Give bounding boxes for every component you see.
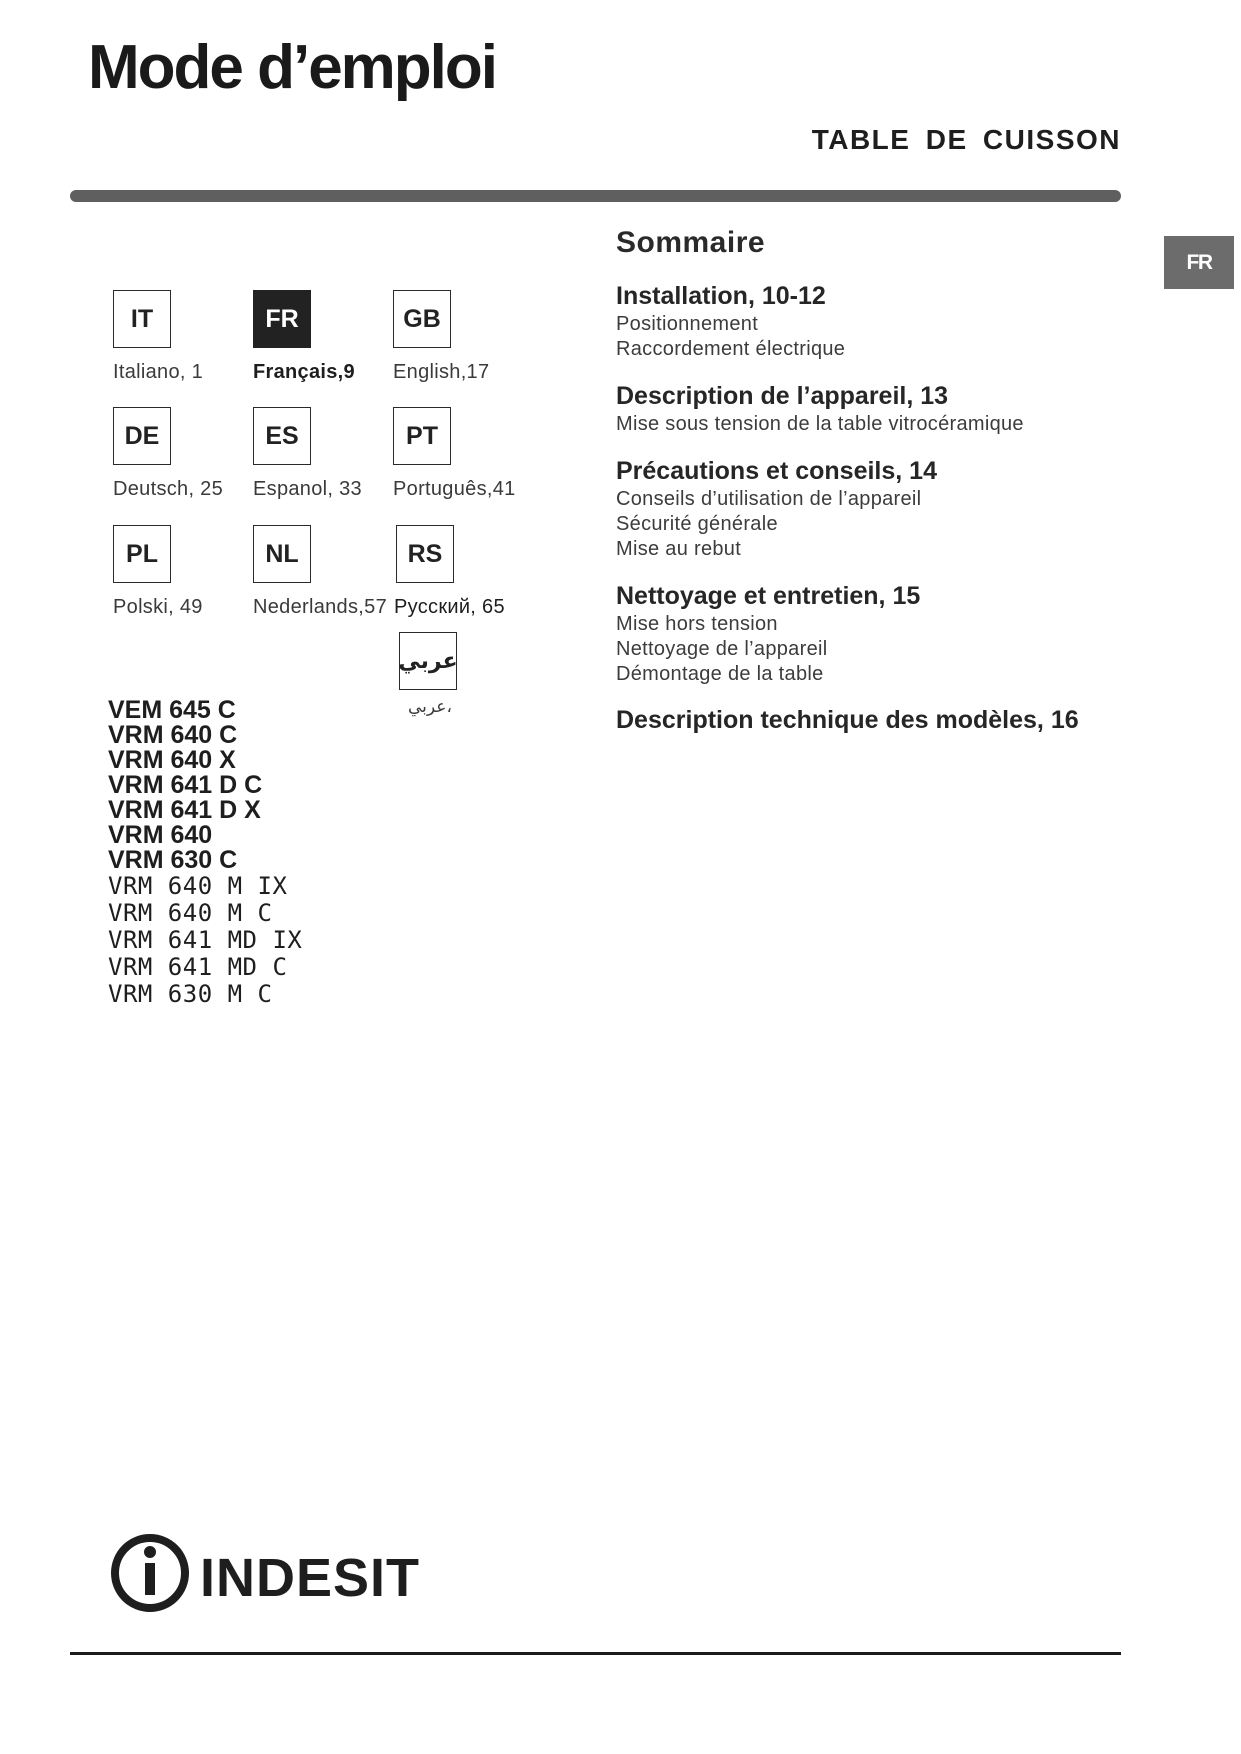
- toc-section-installation: [616, 280, 1136, 362]
- brand-wordmark: INDESIT: [200, 1548, 420, 1608]
- indesit-emblem-icon: [115, 1538, 185, 1608]
- lang-label-pt: Português,41: [393, 478, 516, 500]
- toc-section-precautions: [616, 455, 1136, 562]
- lang-box-gb[interactable]: GB: [393, 290, 451, 348]
- model-item: VRM 641 MD IX: [108, 926, 303, 954]
- toc-section-title[interactable]: Description de l’appareil, 13: [616, 382, 949, 410]
- lang-box-rs[interactable]: RS: [396, 525, 454, 583]
- model-item: VRM 641 D X: [108, 796, 261, 824]
- model-item: VRM 640 M C: [108, 899, 273, 927]
- toc-item[interactable]: Mise sous tension de la table vitrocéramique: [616, 413, 1024, 435]
- toc-section-technical: [616, 704, 1136, 736]
- toc-item[interactable]: Positionnement: [616, 313, 759, 335]
- model-item: VRM 640 M IX: [108, 872, 288, 900]
- lang-label-de: Deutsch, 25: [113, 478, 224, 500]
- toc-item[interactable]: Conseils d’utilisation de l’appareil: [616, 488, 922, 510]
- document-subtitle: TABLE DE CUISSON: [811, 124, 1121, 155]
- toc-section-title[interactable]: Description technique des modèles, 16: [616, 706, 1079, 734]
- toc-heading: Sommaire: [616, 226, 766, 259]
- toc-item[interactable]: Mise hors tension: [616, 613, 778, 635]
- lang-box-ar[interactable]: عربي: [399, 632, 457, 690]
- lang-label-it: Italiano, 1: [113, 361, 204, 383]
- toc-section-description: [616, 380, 1136, 437]
- lang-label-rs: Русский, 65: [394, 596, 505, 618]
- model-item: VRM 630 M C: [108, 980, 273, 1008]
- lang-label-fr: Français,9: [253, 361, 355, 383]
- toc-item[interactable]: Mise au rebut: [616, 538, 742, 560]
- language-tab: FR: [1164, 236, 1234, 289]
- footer-divider: [70, 1652, 1121, 1655]
- toc-section-cleaning: [616, 580, 1136, 687]
- model-item: VRM 641 D C: [108, 771, 263, 799]
- lang-label-ar: عربي،: [408, 697, 452, 716]
- toc-item[interactable]: Raccordement électrique: [616, 338, 846, 360]
- model-item: VRM 641 MD C: [108, 953, 288, 981]
- lang-label-es: Espanol, 33: [253, 478, 362, 500]
- toc-section-title[interactable]: Précautions et conseils, 14: [616, 457, 937, 485]
- model-item: VRM 640 X: [108, 746, 236, 774]
- toc-section-title[interactable]: Nettoyage et entretien, 15: [616, 582, 921, 610]
- model-item: VRM 640 C: [108, 721, 238, 749]
- lang-box-pt[interactable]: PT: [393, 407, 451, 465]
- model-item: VEM 645 C: [108, 696, 236, 724]
- model-list: [108, 698, 302, 1008]
- lang-box-fr[interactable]: FR: [253, 290, 311, 348]
- header-divider: [70, 190, 1121, 202]
- toc-item[interactable]: Nettoyage de l’appareil: [616, 638, 828, 660]
- lang-label-pl: Polski, 49: [113, 596, 203, 618]
- lang-box-it[interactable]: IT: [113, 290, 171, 348]
- document-title: Mode d’emploi: [88, 33, 496, 102]
- toc-item[interactable]: Démontage de la table: [616, 663, 824, 685]
- lang-box-nl[interactable]: NL: [253, 525, 311, 583]
- lang-box-de[interactable]: DE: [113, 407, 171, 465]
- lang-label-gb: English,17: [393, 361, 490, 383]
- model-item: VRM 640: [108, 821, 213, 849]
- lang-box-es[interactable]: ES: [253, 407, 311, 465]
- toc-section-title[interactable]: Installation, 10-12: [616, 282, 826, 310]
- toc-item[interactable]: Sécurité générale: [616, 513, 778, 535]
- model-item: VRM 630 C: [108, 846, 238, 874]
- brand-logo: [110, 1530, 420, 1616]
- lang-label-nl: Nederlands,57: [253, 596, 387, 618]
- lang-box-pl[interactable]: PL: [113, 525, 171, 583]
